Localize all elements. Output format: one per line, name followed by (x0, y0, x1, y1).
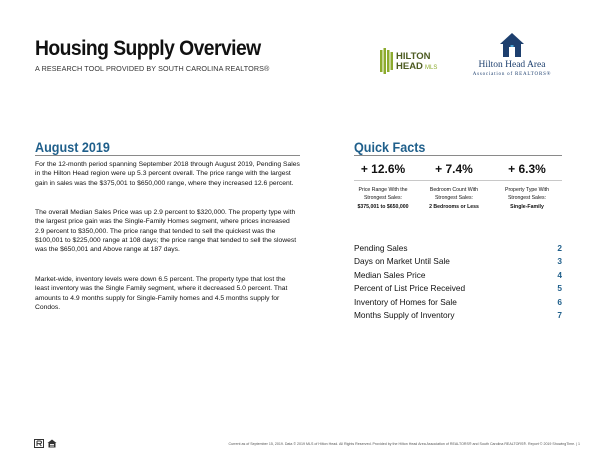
quick-fact-detail-price-range: $375,001 to $650,000 (357, 204, 409, 210)
realtor-r-icon (34, 439, 44, 448)
summary-paragraph-3: Market-wide, inventory levels were down 6.5 percent. The property type that lost the least inventory was the Single Family segment, where it decreased 5.0 percent. That amounts to 4.9 months supply for Single-Family homes and 4.5 months supply for Condos. (35, 276, 288, 311)
quick-fact-label-property-type: Property Type With Strongest Sales: (504, 187, 549, 201)
page-subtitle: A RESEARCH TOOL PROVIDED BY SOUTH CAROLINA REALTORS® (35, 64, 270, 73)
summary-paragraph-1: For the 12-month period spanning September 2018 through August 2019, Pending Sales in the Hilton Head region were up 5.3 percent overall. The price range with the largest gain in sales was the $375,001 to $650,000 range, where they increased 12.6 percent. (35, 161, 300, 187)
toc-item-median-sales-price[interactable] (354, 268, 562, 282)
toc-item-label: Percent of List Price Received (354, 283, 466, 294)
quick-facts-inner-divider (354, 180, 562, 181)
toc-page-number: 3 (557, 256, 562, 267)
toc-item-label: Months Supply of Inventory (354, 310, 455, 321)
toc-item-label: Inventory of Homes for Sale (354, 296, 457, 307)
hilton-head-mls-logo (380, 48, 442, 74)
toc-item-pending-sales[interactable] (354, 241, 562, 255)
quick-fact-value-bedroom-count: + 7.4% (435, 162, 473, 176)
quick-fact-detail-property-type: Single-Family (510, 204, 544, 210)
quick-fact-detail-bedroom-count: 2 Bedrooms or Less (429, 204, 479, 210)
quick-facts-heading: Quick Facts (354, 139, 426, 155)
quick-fact-label-price-range: Price Range With the Strongest Sales: (358, 187, 408, 201)
logo-hhaor-line2: Association of REALTORS® (472, 72, 552, 77)
logo-hhaor-line1: Hilton Head Area (478, 60, 546, 70)
hilton-head-area-logo (455, 32, 570, 78)
table-of-contents (354, 241, 562, 322)
quick-fact-label-bedroom-count: Bedroom Count With Strongest Sales: (429, 187, 479, 201)
summary-heading: August 2019 (35, 139, 110, 155)
logo-hhmls-mark: MLS (425, 65, 438, 71)
summary-divider (35, 155, 300, 156)
toc-item-days-on-market[interactable] (354, 255, 562, 269)
toc-item-label: Pending Sales (354, 242, 408, 253)
toc-page-number: 2 (557, 242, 562, 253)
toc-page-number: 5 (557, 283, 562, 294)
toc-page-number: 7 (557, 310, 562, 321)
page-title: Housing Supply Overview (35, 37, 261, 60)
footer-disclaimer: Current as of September 15, 2019. Data © 2019 MLS of Hilton Head. All Rights Reserved. Provided by the Hilton Head Area Association of REALTORS® and South Carolina REALTORS®. Report © 2019 ShowingTime. | 1 (228, 442, 580, 446)
house-logo-icon (500, 33, 524, 57)
logo-hhmls-line1: HILTON (396, 51, 431, 62)
logo-bars-icon (380, 48, 393, 74)
quick-fact-value-property-type: + 6.3% (508, 162, 546, 176)
toc-item-label: Median Sales Price (354, 269, 426, 280)
summary-paragraph-2: The overall Median Sales Price was up 2.9 percent to $320,000. The property type with the largest price gain was the Single-Family Homes segment, where prices increased 2.9 percent to $350,000. The price range that tended to sell the quickest was the $100,001 to $225,000 range at 108 days; the price range that tended to sell the slowest was the $650,001 and Above range at 187 days. (35, 209, 297, 254)
toc-page-number: 4 (557, 269, 562, 280)
toc-page-number: 6 (557, 296, 562, 307)
equal-housing-icon (47, 439, 57, 448)
toc-item-label: Days on Market Until Sale (354, 256, 450, 267)
quick-facts-divider (354, 155, 562, 156)
logo-hhmls-line2: HEAD (396, 61, 423, 72)
toc-item-months-supply[interactable] (354, 309, 562, 323)
toc-item-inventory[interactable] (354, 295, 562, 309)
toc-item-percent-of-list-price[interactable] (354, 282, 562, 296)
quick-fact-value-price-range: + 12.6% (360, 162, 406, 176)
